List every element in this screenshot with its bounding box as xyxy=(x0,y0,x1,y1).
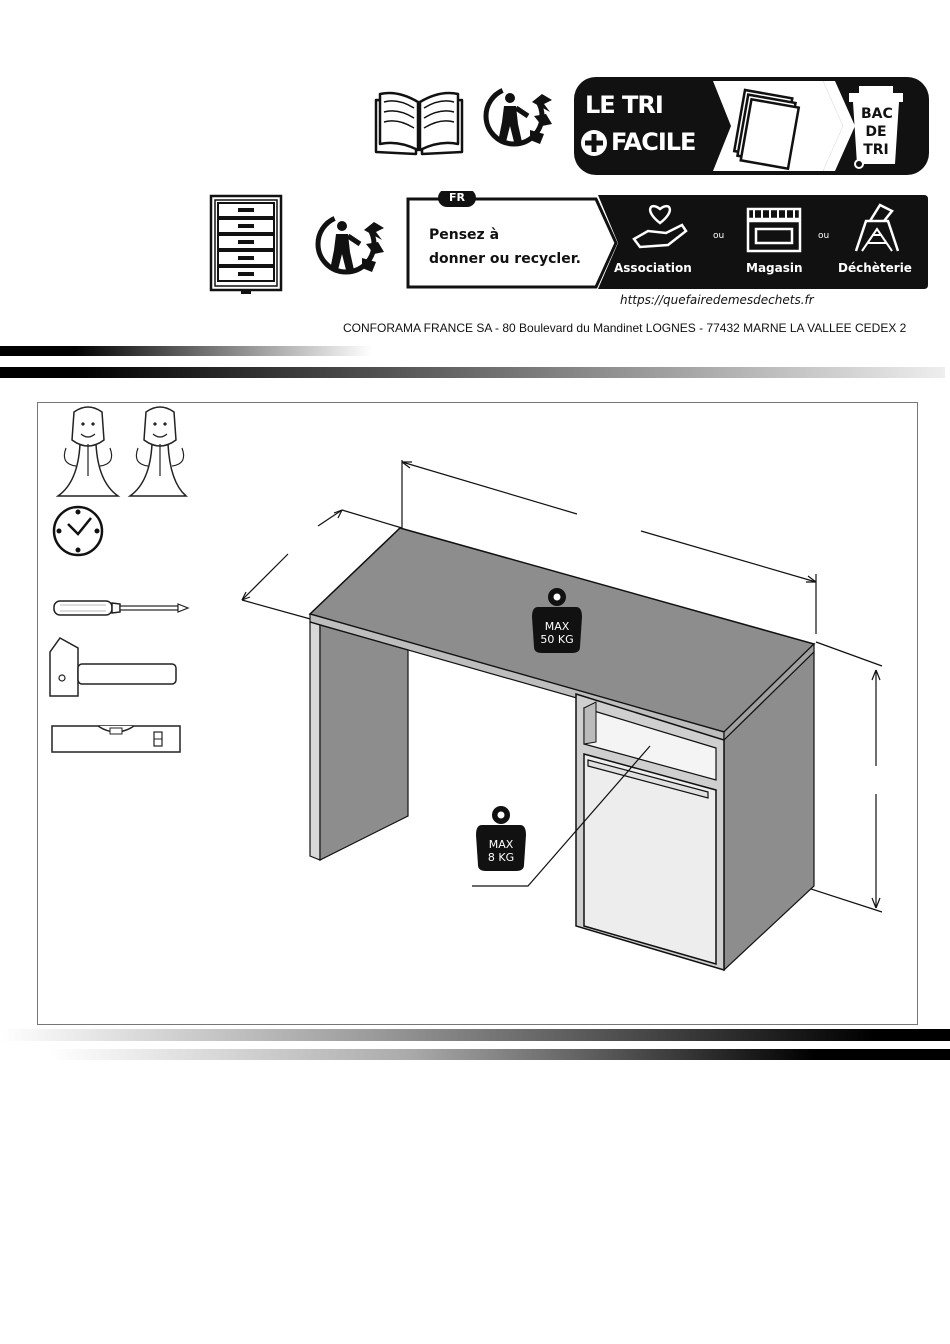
magasin-label: Magasin xyxy=(746,261,803,275)
clock-icon xyxy=(51,504,105,558)
screwdriver-icon xyxy=(52,592,192,624)
weight-50-line1: MAX xyxy=(544,620,570,633)
desk-illustration xyxy=(236,456,886,976)
weight-8kg xyxy=(474,805,528,875)
weight-50-line2: 50 KG xyxy=(540,633,574,646)
hammer-icon xyxy=(46,634,180,704)
bottom-bar-1 xyxy=(0,1029,950,1041)
book-icon xyxy=(372,86,466,158)
ou-label: ou xyxy=(818,231,830,241)
recycling-center-icon xyxy=(852,201,902,255)
spirit-level-icon xyxy=(50,724,182,754)
weight-8-line2: 8 KG xyxy=(487,851,515,864)
association-label: Association xyxy=(614,261,692,275)
bac-line1: BAC xyxy=(861,106,893,122)
triman-icon xyxy=(482,80,564,152)
tri-line2: FACILE xyxy=(611,128,696,156)
decheterie-label: Déchèterie xyxy=(838,261,912,275)
bac-line2: DE xyxy=(865,124,887,140)
bottom-bar-2 xyxy=(50,1049,950,1060)
company-address: CONFORAMA FRANCE SA - 80 Boulevard du Mandinet LOGNES - 77432 MARNE LA VALLEE CEDEX 2 xyxy=(343,321,907,335)
pensez-line2: donner ou recycler. xyxy=(429,251,581,267)
fr-badge: FR xyxy=(449,191,465,204)
heart-hand-icon xyxy=(630,201,690,251)
ou-label: ou xyxy=(713,231,725,241)
tri-facile-banner xyxy=(573,76,930,176)
bac-line3: TRI xyxy=(863,142,889,158)
weight-8-line1: MAX xyxy=(488,838,514,851)
top-bar-2 xyxy=(0,367,945,378)
shop-icon xyxy=(744,207,804,253)
weight-50kg xyxy=(530,587,584,657)
drawer-unit-icon xyxy=(208,193,284,295)
top-bar-1 xyxy=(0,346,372,356)
pensez-line1: Pensez à xyxy=(429,227,500,243)
recycling-url: https://quefairedemesdechets.fr xyxy=(620,293,814,307)
triman-icon xyxy=(314,206,396,278)
tri-line1: LE TRI xyxy=(585,91,663,119)
donate-recycle-banner xyxy=(404,191,930,291)
two-persons-icon xyxy=(56,404,188,500)
